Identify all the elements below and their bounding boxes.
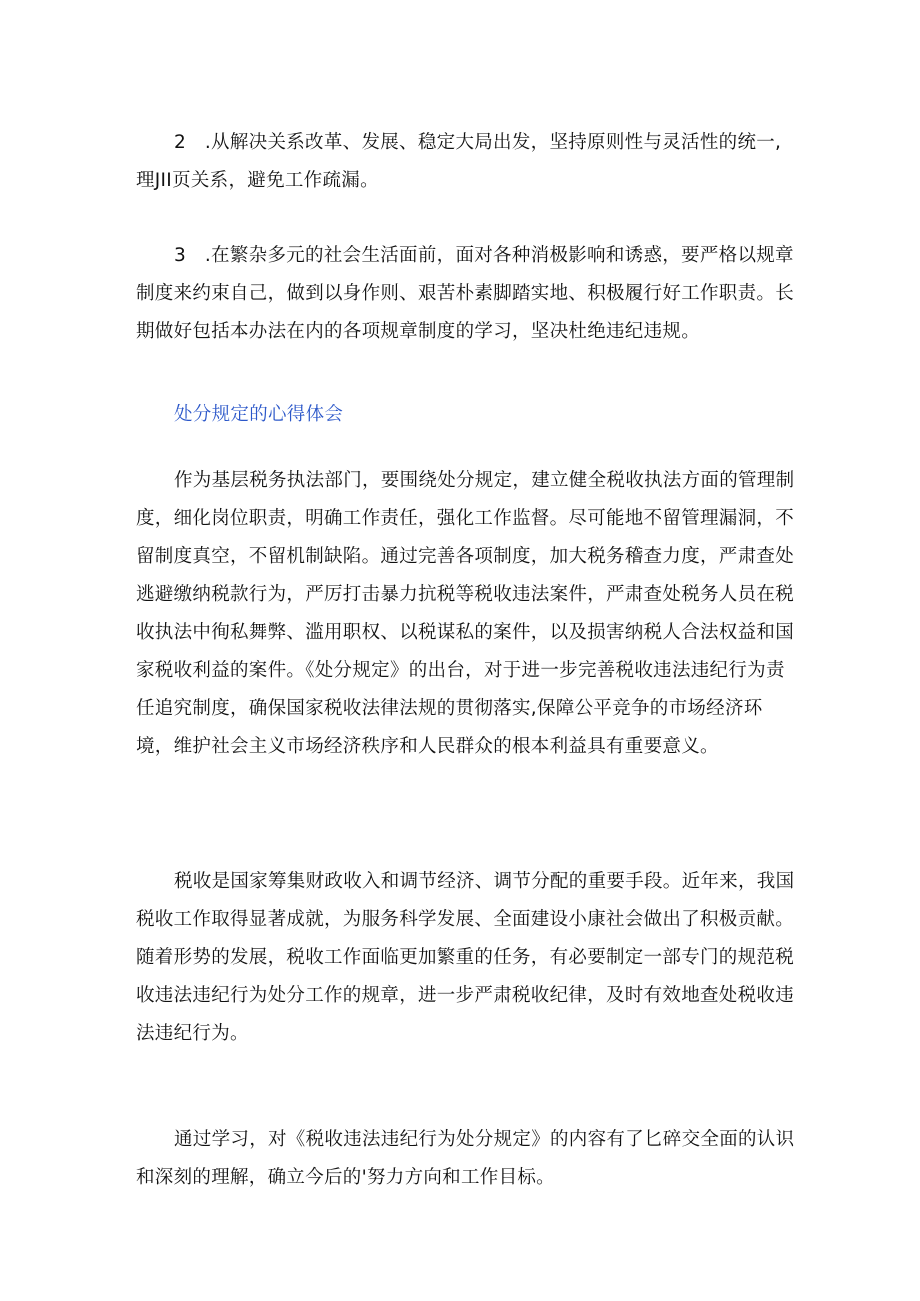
paragraph-item-2: 2 .从解决关系改革、发展、稳定大局出发，坚持原则性与灵活性的统一,理JII页关系，避免工作疏漏。	[136, 132, 782, 191]
section-heading: 处分规定的心得体会	[174, 404, 344, 425]
paragraph-body-3: 通过学习，对《税收违法违纪行为处分规定》的内容有了匕碎交全面的认识和深刻的理解，确立今后的'努力方向和工作目标。	[136, 1129, 795, 1188]
paragraph-item-3: 3 .在繁杂多元的社会生活面前，面对各种消极影响和诱惑，要严格以规章制度来约束自己，做到以身作则、艰苦朴素脚踏实地、积极履行好工作职责。长期做好包括本办法在内的各项规章制度的学习，坚决杜绝违纪违规。	[136, 245, 795, 342]
paragraph-body-1: 作为基层税务执法部门，要围绕处分规定，建立健全税收执法方面的管理制度，细化岗位职责，明确工作责任，强化工作监督。尽可能地不留管理漏洞，不留制度真空，不留机制缺陷。通过完善各项制度，加大税务稽查力度，严肃查处逃避缴纳税款行为，严厉打击暴力抗税等税收违法案件，严肃查处税务人员在税收执法中徇私舞弊、滥用职权、以税谋私的案件，以及损害纳税人合法权益和国家税收利益的案件。《处分规定》的出台，对于进一步完善税收违法违纪行为责任追究制度，确保国家税收法律法规的贯彻落实,保障公平竞争的市场经济环境，维护社会主义市场经济秩序和人民群众的根本利益具有重要意义。	[136, 470, 795, 757]
paragraph-body-2: 税收是国家筹集财政收入和调节经济、调节分配的重要手段。近年来，我国税收工作取得显著成就，为服务科学发展、全面建设小康社会做出了积极贡献。随着形势的发展，税收工作面临更加繁重的任务，有必要制定一部专门的规范税收违法违纪行为处分工作的规章，进一步严肃税收纪律，及时有效地查处税收违法违纪行为。	[136, 871, 795, 1044]
